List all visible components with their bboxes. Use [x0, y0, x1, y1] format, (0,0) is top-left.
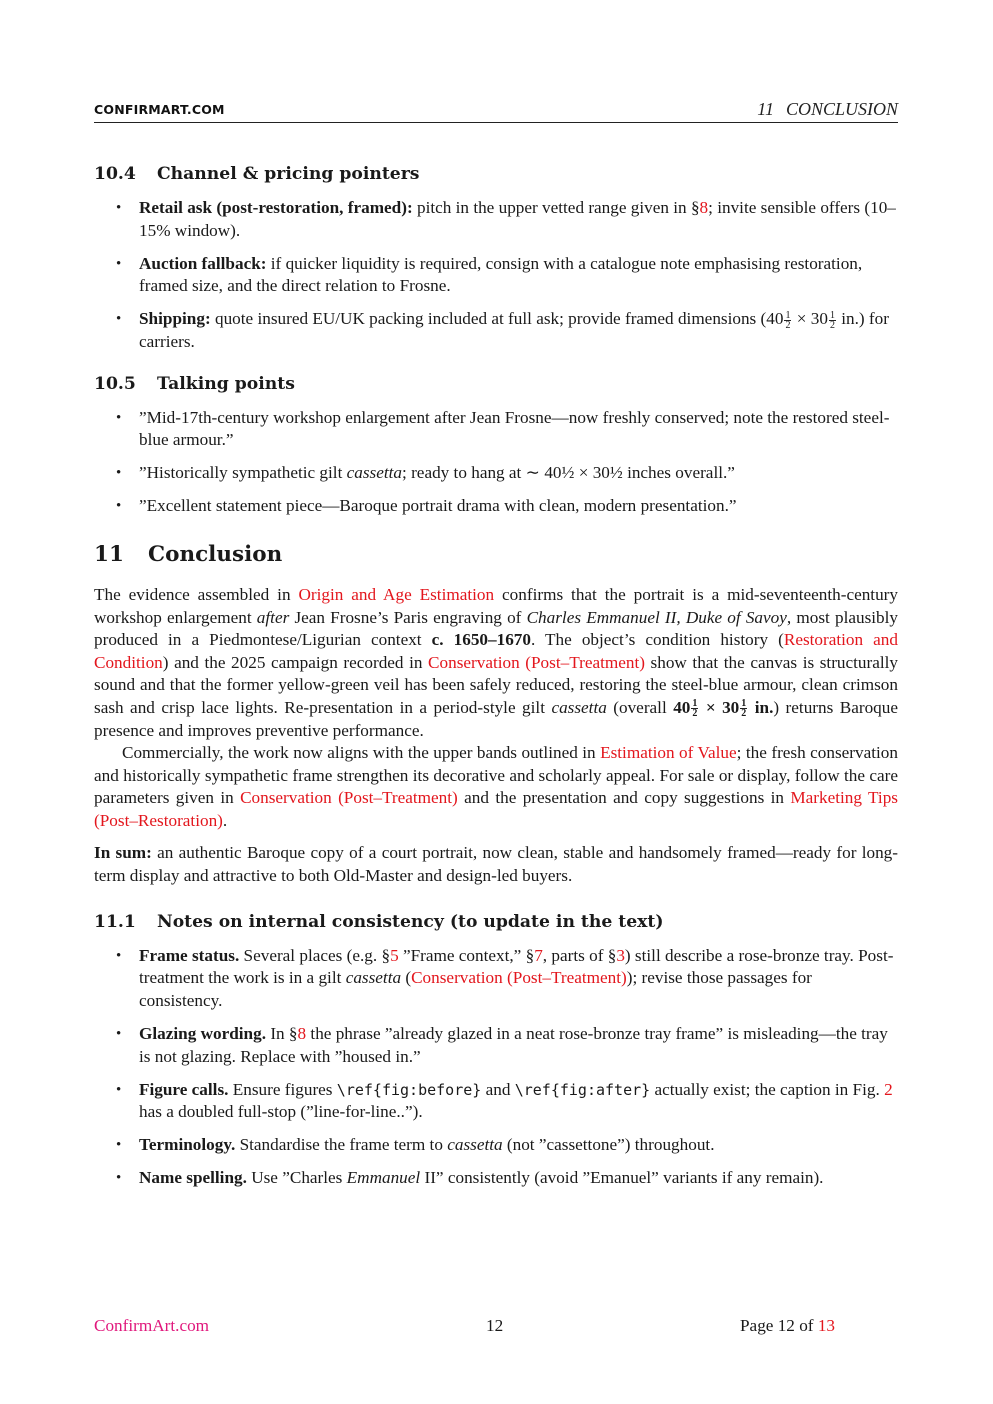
list-item: • Retail ask (post-restoration, framed): pitch in the upper vetted range given in §8; invite sensible offers (10–15% window). — [94, 197, 898, 242]
footer-page-count: Page 12 of 13 — [740, 1316, 835, 1335]
list-item: • ”Mid-17th-century workshop enlargement after Jean Frosne—now freshly conserved; note the restored steel-blue armour.” — [94, 407, 898, 452]
fraction: $\frac{1}{2}$ — [692, 698, 698, 720]
footer-page-number: 12 — [486, 1316, 504, 1335]
running-head-number: 11 — [757, 99, 774, 119]
site-logo[interactable]: CONFIRMART.COM — [94, 102, 225, 117]
section-ref-link[interactable]: Estimation of Value — [600, 743, 737, 763]
section-heading-10-4: 10.4 Channel & pricing pointers — [94, 164, 420, 184]
section-ref-link[interactable]: 8 — [297, 1023, 307, 1043]
list-item: • Glazing wording. In §8 the phrase ”already glazed in a neat rose-bronze tray frame” is misleading—the tray is not glazing. Replace with ”housed in.” — [94, 1023, 898, 1068]
figure-ref-link[interactable]: 2 — [884, 1079, 893, 1099]
in-sum-paragraph: In sum: an authentic Baroque copy of a court portrait, now clean, stable and handsomely framed—ready for long-term display and attractive to both Old-Master and design-led buyers. — [94, 843, 898, 886]
list-item: • Terminology. Standardise the frame term to cassetta (not ”cassettone”) throughout. — [94, 1134, 898, 1157]
section-ref-link[interactable]: 8 — [699, 198, 709, 217]
last-page-link[interactable]: 13 — [817, 1316, 835, 1335]
talking-points-list — [94, 407, 898, 518]
list-item: • Auction fallback: if quicker liquidity is required, consign with a catalogue note emphasising restoration, framed size, and the direct relation to Frosne. — [94, 253, 898, 298]
section-heading-10-5: 10.5 Talking points — [94, 373, 295, 394]
list-item: • Figure calls. Ensure figures \ref{fig:before} and \ref{fig:after} actually exist; the caption in Fig. 2 has a doubled full-stop (”line-for-line..”). — [94, 1079, 898, 1124]
section-ref-link[interactable]: Origin and Age Estimation — [298, 584, 495, 604]
running-head-title: CONCLUSION — [785, 99, 898, 119]
section-ref-link[interactable]: Restoration and Condition — [94, 630, 898, 672]
list-item: • Frame status. Several places (e.g. §5 ”Frame context,” §7, parts of §3) still describe a rose-bronze tray. Post-treatment the work is in a gilt cassetta (Conservation (Post–Treatment)); revise those passages for consistency. — [94, 945, 898, 1013]
section-heading-11: 11 Conclusion — [94, 541, 283, 567]
channel-pricing-list — [94, 197, 898, 354]
list-item: • Shipping: quote insured EU/UK packing included at full ask; provide framed dimensions (40 $\frac{1}{2}$ × 30 $\frac{1}{2}$ in.) for carriers. — [94, 308, 898, 353]
section-ref-link[interactable]: Conservation (Post–Treatment) — [411, 968, 627, 988]
list-item: • ”Historically sympathetic gilt cassetta; ready to hang at ∼ 40½ × 30½ inches overall.” — [94, 462, 898, 485]
section-ref-link[interactable]: 3 — [616, 945, 625, 965]
section-ref-link[interactable]: Conservation (Post–Treatment) — [240, 788, 458, 808]
fraction: $\frac{1}{2}$ — [785, 309, 791, 331]
section-ref-link[interactable]: Marketing Tips (Post–Restoration) — [94, 788, 898, 830]
conclusion-paragraph-2: Commercially, the work now aligns with the upper bands outlined in Estimation of Value; the fresh conservation and historically sympathetic frame strengthen its decorative and scholarly appeal. For sale or display, follow the care parameters given in Conservation (Post–Treatment) and the presentation and copy suggestions in Marketing Tips (Post–Restoration). — [94, 743, 898, 830]
running-head — [757, 99, 898, 120]
footer-site-link[interactable]: ConfirmArt.com — [94, 1316, 210, 1335]
page-header — [94, 98, 898, 123]
fraction: $\frac{1}{2}$ — [741, 698, 747, 720]
section-heading-11-1: 11.1 Notes on internal consistency (to update in the text) — [94, 911, 664, 932]
conclusion-paragraph-1: The evidence assembled in Origin and Age Estimation confirms that the portrait is a mid-seventeenth-century workshop enlargement after Jean Frosne’s Paris engraving of Charles Emmanuel II, Duke of Savoy, most plausibly produced in a Piedmontese/Ligurian context c. 1650–1670. The object’s condition history (Restoration and Condition) and the 2025 campaign recorded in Conservation (Post–Treatment) show that the canvas is structurally sound and that the former yellow-green veil has been safely reduced, restoring the steel-blue armour, clean crimson sash and crisp lace lights. Re-presentation in a period-style gilt cassetta (overall 40 $\frac{1}{2}$ × 30 $\frac{1}{2}$ in.) returns Baroque presence and improves preventive performance. — [94, 584, 899, 740]
section-ref-link[interactable]: Conservation (Post–Treatment) — [428, 652, 645, 672]
fraction: $\frac{1}{2}$ — [829, 309, 835, 331]
consistency-notes-list — [94, 945, 898, 1190]
section-ref-link[interactable]: 7 — [534, 945, 543, 965]
list-item: • ”Excellent statement piece—Baroque portrait drama with clean, modern presentation.” — [94, 495, 898, 518]
section-ref-link[interactable]: 5 — [390, 945, 399, 965]
list-item: • Name spelling. Use ”Charles Emmanuel II” consistently (avoid ”Emanuel” variants if any remain). — [94, 1167, 898, 1190]
page-content — [94, 160, 898, 1190]
